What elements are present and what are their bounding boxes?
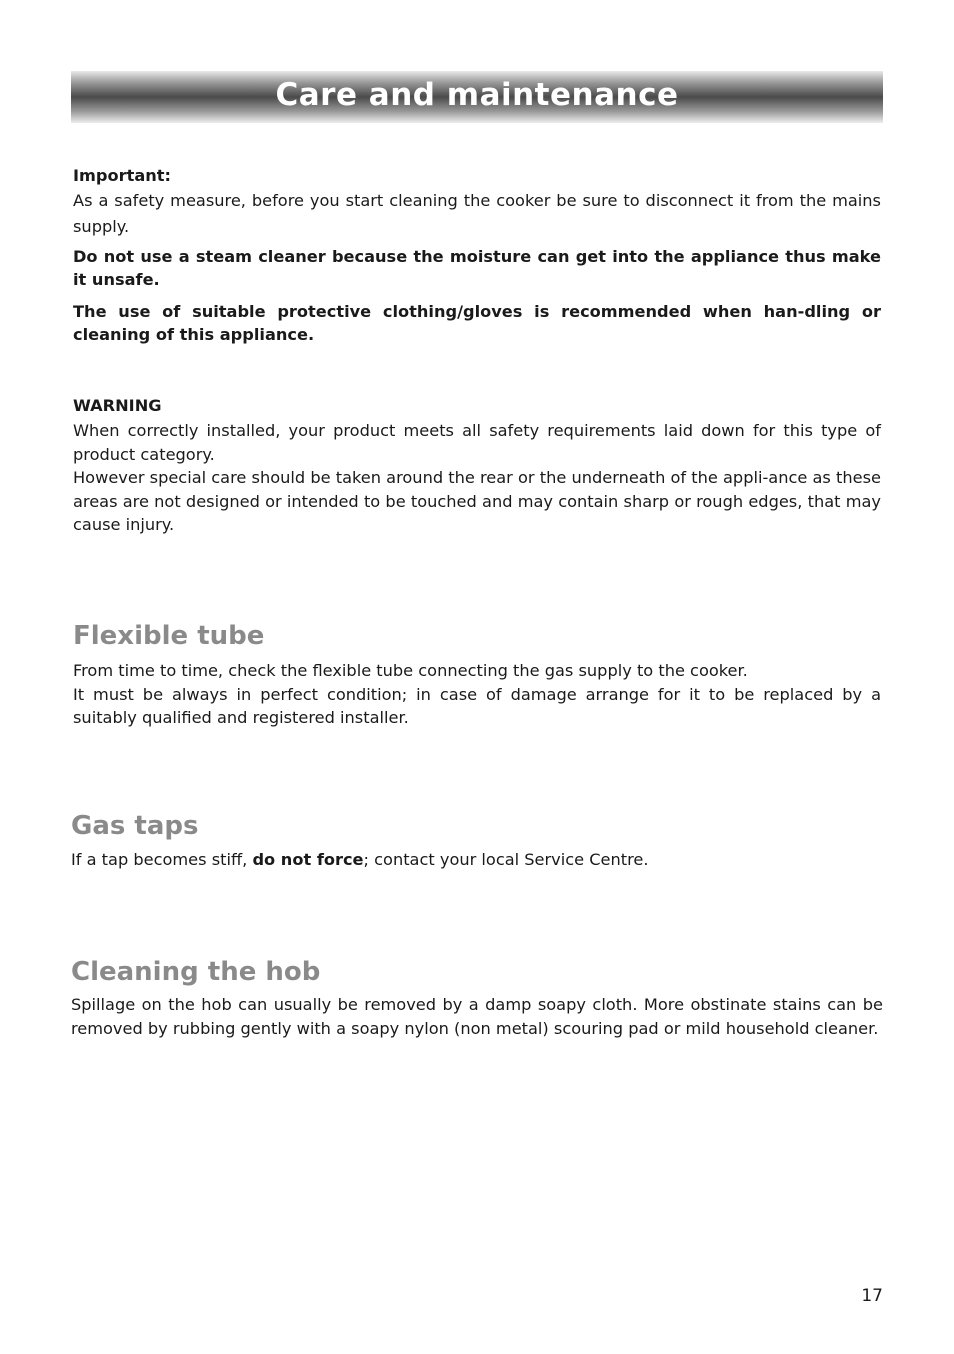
gas-taps-section: [71, 848, 883, 872]
warning-para-2: However special care should be taken around the rear or the underneath of the appli-ance as these areas are not designed or intended to be touched and may contain sharp or rough edges, that may cause injury.: [73, 468, 881, 534]
cleaning-hob-text: Spillage on the hob can usually be removed by a damp soapy cloth. More obstinate stains can be removed by rubbing gently with a soapy nylon (non metal) scouring pad or mild household cleaner.: [71, 995, 883, 1038]
gas-taps-heading: Gas taps: [71, 811, 199, 841]
gas-taps-text: [71, 848, 883, 872]
warning-section: [73, 395, 881, 537]
important-text: As a safety measure, before you start cleaning the cooker be sure to disconnect it from the mains supply.: [73, 191, 881, 236]
cleaning-hob-heading: Cleaning the hob: [71, 957, 321, 987]
page-number: 17: [861, 1286, 883, 1306]
important-label: Important:: [73, 166, 171, 185]
warning-para-1: When correctly installed, your product meets all safety requirements laid down for this type of product category.: [73, 421, 881, 464]
warning-label: WARNING: [73, 396, 162, 415]
protective-clothing-warning: The use of suitable protective clothing/gloves is recommended when han-dling or cleaning of this appliance.: [73, 302, 881, 344]
gas-taps-text-start: If a tap becomes stiff,: [71, 850, 253, 869]
flexible-tube-para-2: It must be always in perfect condition; in case of damage arrange for it to be replaced by a suitably qualified and registered installer.: [73, 684, 881, 727]
flexible-tube-heading: Flexible tube: [73, 621, 265, 651]
cleaning-hob-section: [71, 993, 883, 1040]
important-section: [73, 165, 881, 346]
gas-taps-text-bold: do not force: [252, 850, 364, 869]
page-title: Care and maintenance: [275, 76, 679, 113]
steam-cleaner-warning: Do not use a steam cleaner because the moisture can get into the appliance thus make it unsafe.: [73, 247, 881, 289]
gas-taps-text-end: ; contact your local Service Centre.: [363, 850, 649, 869]
flexible-tube-para-1: From time to time, check the flexible tube connecting the gas supply to the cooker.: [73, 661, 748, 680]
flexible-tube-section: [73, 659, 881, 730]
header-banner: [71, 71, 883, 123]
